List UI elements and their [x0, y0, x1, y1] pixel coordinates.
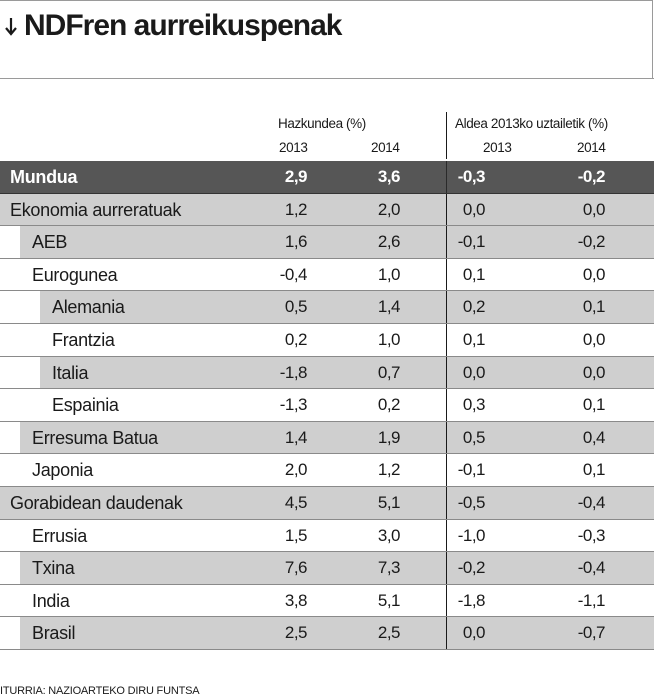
cell-value: 1,2	[284, 199, 307, 219]
cell-value: 1,6	[284, 232, 307, 252]
cell-value: 0,2	[377, 395, 400, 415]
cell-value: -0,1	[457, 460, 485, 480]
cell-value: 0,7	[377, 362, 400, 382]
cell-value: 0,2	[284, 330, 307, 349]
table-row	[0, 259, 654, 292]
row-label: Gorabidean daudenak	[10, 493, 183, 513]
table-row	[0, 422, 654, 455]
cell-value: -0,2	[577, 232, 605, 252]
cell-value: 5,1	[377, 493, 400, 512]
cell-value: 2,9	[284, 167, 307, 186]
cell-value: 0,0	[582, 330, 605, 349]
table-row	[0, 194, 654, 227]
table-row	[0, 324, 654, 357]
cell-value: -0,7	[577, 623, 605, 643]
row-label: Frantzia	[52, 330, 115, 350]
cell-value: 0,5	[284, 297, 307, 317]
cell-value: -1,8	[457, 590, 485, 610]
cell-value: 0,5	[462, 427, 485, 447]
cell-value: 0,4	[582, 427, 605, 447]
frame-right-border	[652, 0, 653, 78]
arrow-down-icon	[4, 15, 18, 37]
cell-value: -1,0	[457, 525, 485, 545]
cell-value: 7,3	[377, 558, 400, 578]
row-label: Ekonomia aurreratuak	[10, 199, 182, 220]
cell-value: 0,0	[582, 362, 605, 382]
row-label: Txina	[32, 558, 75, 579]
cell-value: 0,0	[582, 264, 605, 284]
header-divider	[0, 78, 654, 79]
table-row	[0, 454, 654, 487]
cell-value: 4,5	[284, 493, 307, 512]
cell-value: 3,0	[377, 525, 400, 545]
group-header-aldea: Aldea 2013ko uztailetik (%)	[455, 116, 608, 131]
cell-value: 0,0	[582, 199, 605, 219]
row-label: Alemania	[52, 297, 125, 318]
table-row	[0, 585, 654, 618]
cell-value: -0,5	[457, 493, 485, 512]
cell-value: 1,0	[377, 330, 400, 349]
cell-value: -1,3	[279, 395, 307, 415]
column-group-divider	[446, 112, 447, 159]
row-label: Erresuma Batua	[32, 427, 158, 448]
cell-value: -0,2	[457, 558, 485, 578]
row-label: Errusia	[32, 525, 87, 546]
table-row	[0, 357, 654, 390]
row-label: India	[32, 590, 70, 611]
cell-value: 0,1	[582, 297, 605, 317]
row-label: Italia	[52, 362, 89, 383]
row-label: Eurogunea	[32, 264, 118, 285]
cell-value: 0,0	[462, 362, 485, 382]
page-title: NDFren aurreikuspenak	[24, 9, 342, 42]
cell-value: -1,8	[279, 362, 307, 382]
table-row	[0, 617, 654, 650]
row-label: AEB	[32, 232, 68, 253]
year-header-2: 2014	[371, 140, 400, 155]
table-row	[0, 226, 654, 259]
cell-value: 0,0	[462, 199, 485, 219]
cell-value: -0,4	[577, 493, 605, 512]
frame-top-border	[0, 0, 652, 1]
row-label: Brasil	[32, 623, 76, 644]
cell-value: 7,6	[284, 558, 307, 578]
row-label: Japonia	[32, 460, 93, 481]
year-header-3: 2013	[483, 140, 512, 155]
cell-value: 0,1	[582, 460, 605, 480]
cell-value: 2,6	[377, 232, 400, 252]
cell-value: 1,4	[284, 427, 307, 447]
row-label: Espainia	[52, 395, 119, 416]
title-row	[4, 8, 341, 44]
cell-value: 3,8	[284, 590, 307, 610]
cell-value: -0,3	[457, 167, 485, 186]
cell-value: 0,1	[462, 264, 485, 284]
table-row	[0, 520, 654, 553]
cell-value: -0,4	[279, 264, 307, 284]
table-row	[0, 487, 654, 520]
cell-value: -0,3	[577, 525, 605, 545]
table-row	[0, 291, 654, 324]
cell-value: 0,1	[582, 395, 605, 415]
year-header-1: 2013	[279, 140, 308, 155]
cell-value: 2,0	[284, 460, 307, 480]
year-header-4: 2014	[577, 140, 606, 155]
source-note: ITURRIA: NAZIOARTEKO DIRU FUNTSA	[0, 685, 200, 697]
row-label: Mundua	[10, 167, 78, 187]
cell-value: 1,0	[377, 264, 400, 284]
cell-value: 2,0	[377, 199, 400, 219]
cell-value: -0,1	[457, 232, 485, 252]
cell-value: -0,4	[577, 558, 605, 578]
table-row	[0, 389, 654, 422]
cell-value: 3,6	[377, 167, 400, 186]
cell-value: 1,5	[284, 525, 307, 545]
cell-value: -0,2	[577, 167, 605, 186]
cell-value: 5,1	[377, 590, 400, 610]
cell-value: 1,2	[377, 460, 400, 480]
cell-value: 0,3	[462, 395, 485, 415]
table-row	[0, 552, 654, 585]
cell-value: 2,5	[377, 623, 400, 643]
cell-value: 1,9	[377, 427, 400, 447]
cell-value: 0,1	[462, 330, 485, 349]
table-row	[0, 161, 654, 194]
cell-value: 2,5	[284, 623, 307, 643]
cell-value: -1,1	[577, 590, 605, 610]
cell-value: 1,4	[377, 297, 400, 317]
cell-value: 0,0	[462, 623, 485, 643]
group-header-hazkundea: Hazkundea (%)	[278, 116, 366, 131]
cell-value: 0,2	[462, 297, 485, 317]
